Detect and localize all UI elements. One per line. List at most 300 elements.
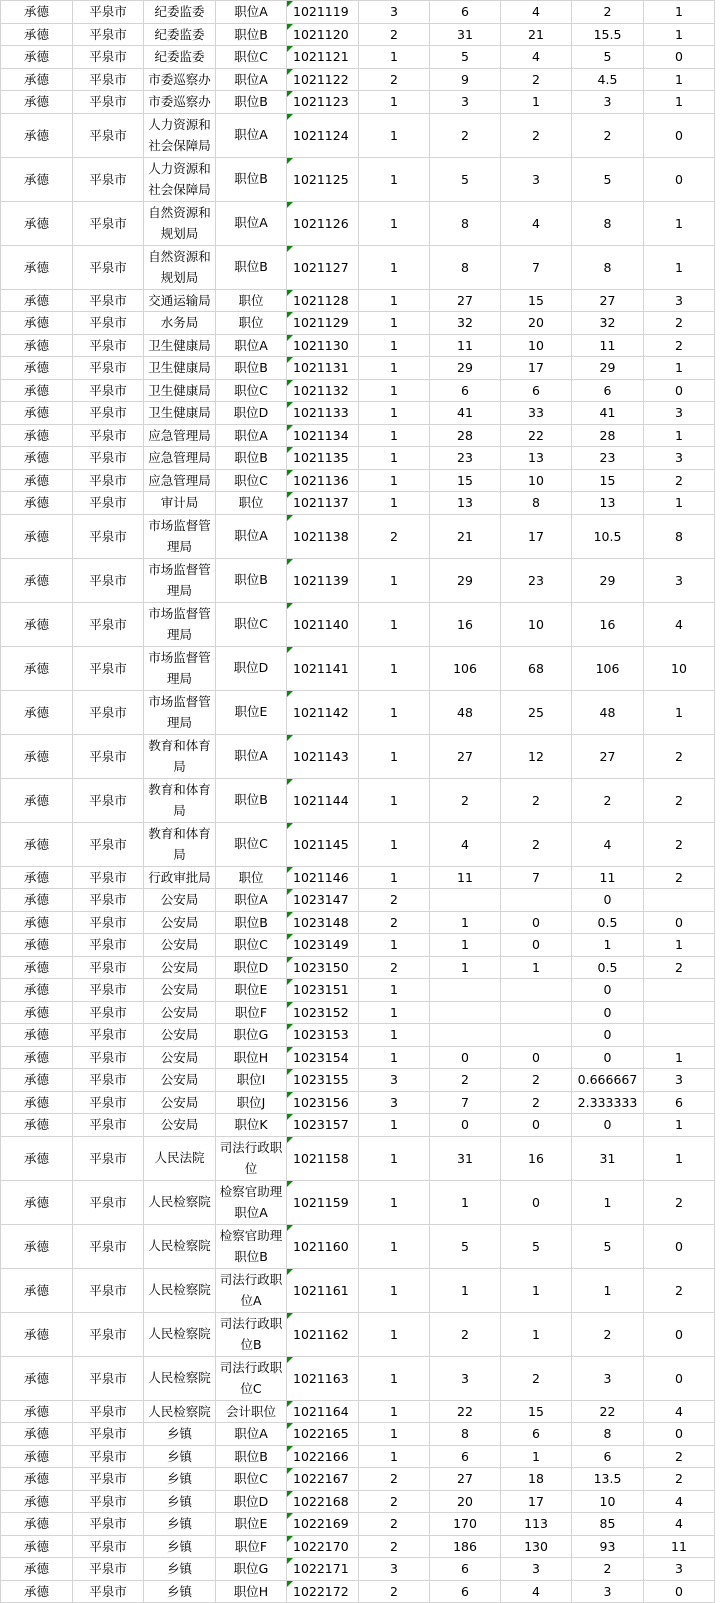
cell-approved[interactable]: 1 [501,1268,572,1312]
cell-department[interactable]: 市委巡察办 [144,68,216,91]
cell-applicants[interactable]: 29 [430,558,501,602]
cell-city[interactable]: 承德 [1,734,73,778]
cell-position-code[interactable]: 1021131 [287,357,359,380]
cell-position[interactable]: 职位A [216,1423,287,1446]
cell-extra[interactable]: 0 [644,1423,715,1446]
cell-quota[interactable]: 3 [359,1,430,24]
cell-county[interactable]: 平泉市 [73,91,144,114]
cell-position-code[interactable]: 1021135 [287,447,359,470]
cell-county[interactable]: 平泉市 [73,402,144,425]
cell-quota[interactable]: 1 [359,1024,430,1047]
cell-position[interactable]: 职位 [216,492,287,515]
cell-extra[interactable]: 1 [644,934,715,957]
cell-city[interactable]: 承德 [1,402,73,425]
cell-position[interactable]: 检察官助理职位B [216,1224,287,1268]
cell-city[interactable]: 承德 [1,1024,73,1047]
cell-county[interactable]: 平泉市 [73,113,144,157]
cell-department[interactable]: 自然资源和规划局 [144,245,216,289]
cell-ratio[interactable]: 1 [572,1180,644,1224]
cell-applicants[interactable] [430,1001,501,1024]
cell-county[interactable]: 平泉市 [73,245,144,289]
cell-position-code[interactable]: 1023150 [287,956,359,979]
cell-position-code[interactable]: 1021123 [287,91,359,114]
cell-extra[interactable]: 3 [644,447,715,470]
cell-position[interactable]: 职位D [216,402,287,425]
cell-approved[interactable]: 33 [501,402,572,425]
cell-position[interactable]: 职位B [216,447,287,470]
cell-department[interactable]: 公安局 [144,1114,216,1137]
cell-department[interactable]: 应急管理局 [144,424,216,447]
cell-applicants[interactable]: 0 [430,1114,501,1137]
cell-ratio[interactable]: 2 [572,1312,644,1356]
cell-ratio[interactable]: 3 [572,1356,644,1400]
cell-department[interactable]: 乡镇 [144,1423,216,1446]
cell-county[interactable]: 平泉市 [73,1024,144,1047]
cell-extra[interactable]: 1 [644,690,715,734]
cell-department[interactable]: 市场监督管理局 [144,602,216,646]
cell-quota[interactable]: 3 [359,1558,430,1581]
cell-city[interactable]: 承德 [1,469,73,492]
cell-quota[interactable]: 2 [359,911,430,934]
cell-position-code[interactable]: 1021145 [287,822,359,866]
cell-ratio[interactable]: 0 [572,1114,644,1137]
cell-applicants[interactable]: 2 [430,1312,501,1356]
cell-applicants[interactable]: 23 [430,447,501,470]
cell-county[interactable]: 平泉市 [73,1445,144,1468]
cell-applicants[interactable]: 2 [430,1069,501,1092]
cell-approved[interactable]: 2 [501,1069,572,1092]
cell-quota[interactable]: 3 [359,1091,430,1114]
cell-position-code[interactable]: 1023154 [287,1046,359,1069]
cell-quota[interactable]: 1 [359,1400,430,1423]
cell-applicants[interactable]: 8 [430,201,501,245]
cell-ratio[interactable]: 0 [572,1001,644,1024]
cell-ratio[interactable]: 10.5 [572,514,644,558]
cell-department[interactable]: 人民检察院 [144,1312,216,1356]
cell-applicants[interactable]: 28 [430,424,501,447]
cell-approved[interactable]: 1 [501,956,572,979]
cell-county[interactable]: 平泉市 [73,646,144,690]
cell-approved[interactable]: 1 [501,91,572,114]
cell-ratio[interactable]: 13.5 [572,1468,644,1491]
cell-position-code[interactable]: 1021134 [287,424,359,447]
cell-ratio[interactable]: 28 [572,424,644,447]
cell-approved[interactable]: 20 [501,312,572,335]
cell-quota[interactable]: 1 [359,734,430,778]
cell-ratio[interactable]: 6 [572,379,644,402]
cell-extra[interactable]: 0 [644,1356,715,1400]
cell-position-code[interactable]: 1022165 [287,1423,359,1446]
cell-position-code[interactable]: 1021132 [287,379,359,402]
cell-city[interactable]: 承德 [1,46,73,69]
cell-approved[interactable]: 2 [501,1356,572,1400]
cell-county[interactable]: 平泉市 [73,68,144,91]
cell-quota[interactable]: 1 [359,245,430,289]
cell-position[interactable]: 职位K [216,1114,287,1137]
cell-ratio[interactable]: 2 [572,1,644,24]
cell-ratio[interactable]: 31 [572,1136,644,1180]
cell-ratio[interactable]: 15 [572,469,644,492]
cell-county[interactable]: 平泉市 [73,1423,144,1446]
cell-county[interactable]: 平泉市 [73,911,144,934]
cell-applicants[interactable]: 16 [430,602,501,646]
cell-ratio[interactable]: 10 [572,1490,644,1513]
cell-extra[interactable] [644,1024,715,1047]
cell-extra[interactable]: 1 [644,1136,715,1180]
cell-position-code[interactable]: 1021125 [287,157,359,201]
cell-quota[interactable]: 1 [359,1268,430,1312]
cell-ratio[interactable]: 0.5 [572,911,644,934]
cell-position-code[interactable]: 1022171 [287,1558,359,1581]
cell-department[interactable]: 乡镇 [144,1490,216,1513]
cell-department[interactable]: 卫生健康局 [144,379,216,402]
cell-department[interactable]: 市场监督管理局 [144,514,216,558]
cell-city[interactable]: 承德 [1,447,73,470]
cell-position-code[interactable]: 1021121 [287,46,359,69]
cell-department[interactable]: 行政审批局 [144,866,216,889]
cell-extra[interactable]: 0 [644,379,715,402]
cell-ratio[interactable]: 1 [572,934,644,957]
cell-county[interactable]: 平泉市 [73,1046,144,1069]
cell-quota[interactable]: 1 [359,289,430,312]
cell-city[interactable]: 承德 [1,424,73,447]
cell-extra[interactable]: 0 [644,157,715,201]
cell-quota[interactable]: 1 [359,447,430,470]
cell-extra[interactable]: 2 [644,1445,715,1468]
cell-county[interactable]: 平泉市 [73,1580,144,1603]
cell-extra[interactable]: 0 [644,1312,715,1356]
cell-position[interactable]: 职位 [216,312,287,335]
cell-county[interactable]: 平泉市 [73,1136,144,1180]
cell-ratio[interactable]: 85 [572,1513,644,1536]
cell-position-code[interactable]: 1021158 [287,1136,359,1180]
cell-ratio[interactable]: 106 [572,646,644,690]
cell-extra[interactable]: 0 [644,911,715,934]
cell-position-code[interactable]: 1021159 [287,1180,359,1224]
cell-position-code[interactable]: 1021139 [287,558,359,602]
cell-position[interactable]: 职位E [216,979,287,1002]
cell-quota[interactable]: 1 [359,113,430,157]
cell-position-code[interactable]: 1021162 [287,1312,359,1356]
cell-position[interactable]: 职位H [216,1580,287,1603]
cell-county[interactable]: 平泉市 [73,514,144,558]
cell-quota[interactable]: 2 [359,68,430,91]
cell-city[interactable]: 承德 [1,334,73,357]
cell-position[interactable]: 职位A [216,1,287,24]
cell-county[interactable]: 平泉市 [73,734,144,778]
cell-position[interactable]: 职位B [216,1445,287,1468]
cell-department[interactable]: 人民检察院 [144,1400,216,1423]
cell-quota[interactable]: 2 [359,1468,430,1491]
cell-ratio[interactable]: 2 [572,113,644,157]
cell-department[interactable]: 人力资源和社会保障局 [144,113,216,157]
cell-position-code[interactable]: 1021161 [287,1268,359,1312]
cell-position[interactable]: 职位B [216,157,287,201]
cell-department[interactable]: 乡镇 [144,1513,216,1536]
cell-position-code[interactable]: 1023156 [287,1091,359,1114]
cell-department[interactable]: 公安局 [144,911,216,934]
cell-applicants[interactable]: 2 [430,113,501,157]
cell-county[interactable]: 平泉市 [73,289,144,312]
cell-position[interactable]: 职位A [216,889,287,912]
cell-position-code[interactable]: 1021142 [287,690,359,734]
cell-county[interactable]: 平泉市 [73,1268,144,1312]
cell-city[interactable]: 承德 [1,1356,73,1400]
cell-extra[interactable]: 2 [644,312,715,335]
cell-extra[interactable]: 1 [644,1114,715,1137]
cell-position-code[interactable]: 1022172 [287,1580,359,1603]
cell-department[interactable]: 水务局 [144,312,216,335]
cell-extra[interactable] [644,979,715,1002]
cell-applicants[interactable]: 170 [430,1513,501,1536]
cell-applicants[interactable]: 27 [430,734,501,778]
cell-extra[interactable]: 2 [644,1268,715,1312]
cell-ratio[interactable]: 2.333333 [572,1091,644,1114]
cell-position-code[interactable]: 1021163 [287,1356,359,1400]
cell-position[interactable]: 职位H [216,1046,287,1069]
cell-quota[interactable]: 2 [359,1490,430,1513]
cell-ratio[interactable]: 0.666667 [572,1069,644,1092]
cell-county[interactable]: 平泉市 [73,201,144,245]
cell-city[interactable]: 承德 [1,889,73,912]
cell-position-code[interactable]: 1021129 [287,312,359,335]
cell-applicants[interactable]: 8 [430,245,501,289]
cell-department[interactable]: 公安局 [144,1024,216,1047]
cell-quota[interactable]: 1 [359,379,430,402]
cell-position-code[interactable]: 1021120 [287,23,359,46]
cell-approved[interactable]: 15 [501,289,572,312]
cell-approved[interactable]: 10 [501,602,572,646]
cell-applicants[interactable] [430,889,501,912]
cell-quota[interactable]: 1 [359,558,430,602]
cell-extra[interactable]: 3 [644,1069,715,1092]
cell-approved[interactable]: 22 [501,424,572,447]
cell-applicants[interactable]: 106 [430,646,501,690]
cell-position-code[interactable]: 1023147 [287,889,359,912]
cell-department[interactable]: 教育和体育局 [144,778,216,822]
cell-county[interactable]: 平泉市 [73,602,144,646]
cell-department[interactable]: 纪委监委 [144,46,216,69]
cell-city[interactable]: 承德 [1,1,73,24]
cell-department[interactable]: 卫生健康局 [144,402,216,425]
cell-quota[interactable]: 2 [359,956,430,979]
cell-department[interactable]: 公安局 [144,934,216,957]
cell-position[interactable]: 职位B [216,911,287,934]
cell-department[interactable]: 公安局 [144,889,216,912]
cell-department[interactable]: 交通运输局 [144,289,216,312]
cell-extra[interactable]: 8 [644,514,715,558]
cell-ratio[interactable]: 32 [572,312,644,335]
cell-approved[interactable]: 10 [501,469,572,492]
cell-position-code[interactable]: 1021143 [287,734,359,778]
cell-ratio[interactable]: 41 [572,402,644,425]
cell-ratio[interactable]: 15.5 [572,23,644,46]
cell-extra[interactable]: 11 [644,1535,715,1558]
cell-extra[interactable]: 2 [644,778,715,822]
cell-quota[interactable]: 1 [359,1312,430,1356]
cell-quota[interactable]: 1 [359,1356,430,1400]
cell-department[interactable]: 公安局 [144,1091,216,1114]
cell-city[interactable]: 承德 [1,68,73,91]
cell-applicants[interactable]: 13 [430,492,501,515]
cell-city[interactable]: 承德 [1,514,73,558]
cell-approved[interactable]: 17 [501,1490,572,1513]
cell-approved[interactable]: 2 [501,113,572,157]
cell-approved[interactable]: 6 [501,1423,572,1446]
cell-city[interactable]: 承德 [1,558,73,602]
cell-department[interactable]: 纪委监委 [144,23,216,46]
cell-county[interactable]: 平泉市 [73,956,144,979]
cell-ratio[interactable]: 2 [572,1558,644,1581]
cell-position-code[interactable]: 1021146 [287,866,359,889]
cell-applicants[interactable]: 11 [430,334,501,357]
cell-city[interactable]: 承德 [1,1558,73,1581]
cell-approved[interactable]: 7 [501,245,572,289]
cell-ratio[interactable]: 0 [572,1046,644,1069]
cell-quota[interactable]: 1 [359,1046,430,1069]
cell-position[interactable]: 职位D [216,1490,287,1513]
cell-department[interactable]: 纪委监委 [144,1,216,24]
cell-quota[interactable]: 1 [359,334,430,357]
cell-extra[interactable]: 0 [644,1580,715,1603]
cell-department[interactable]: 乡镇 [144,1535,216,1558]
cell-extra[interactable]: 1 [644,357,715,380]
cell-position[interactable]: 职位A [216,68,287,91]
cell-position[interactable]: 职位C [216,822,287,866]
cell-approved[interactable] [501,889,572,912]
cell-extra[interactable]: 2 [644,734,715,778]
cell-ratio[interactable]: 29 [572,357,644,380]
cell-approved[interactable]: 0 [501,911,572,934]
cell-department[interactable]: 乡镇 [144,1558,216,1581]
cell-approved[interactable]: 0 [501,934,572,957]
cell-position-code[interactable]: 1021124 [287,113,359,157]
cell-position[interactable]: 职位 [216,289,287,312]
cell-city[interactable]: 承德 [1,1400,73,1423]
cell-position-code[interactable]: 1022170 [287,1535,359,1558]
cell-applicants[interactable]: 0 [430,1046,501,1069]
cell-ratio[interactable]: 5 [572,1224,644,1268]
cell-city[interactable]: 承德 [1,866,73,889]
cell-extra[interactable]: 4 [644,1513,715,1536]
cell-extra[interactable]: 3 [644,402,715,425]
cell-quota[interactable]: 2 [359,1535,430,1558]
cell-approved[interactable]: 8 [501,492,572,515]
cell-extra[interactable]: 1 [644,201,715,245]
cell-ratio[interactable]: 2 [572,778,644,822]
cell-position[interactable]: 职位E [216,1513,287,1536]
cell-position[interactable]: 职位A [216,514,287,558]
cell-position-code[interactable]: 1021128 [287,289,359,312]
cell-quota[interactable]: 2 [359,889,430,912]
cell-extra[interactable] [644,889,715,912]
cell-approved[interactable]: 3 [501,1558,572,1581]
cell-extra[interactable]: 10 [644,646,715,690]
cell-position[interactable]: 职位F [216,1001,287,1024]
cell-approved[interactable]: 4 [501,46,572,69]
cell-position-code[interactable]: 1021141 [287,646,359,690]
cell-applicants[interactable]: 41 [430,402,501,425]
cell-county[interactable]: 平泉市 [73,46,144,69]
cell-position[interactable]: 职位G [216,1024,287,1047]
cell-position-code[interactable]: 1021140 [287,602,359,646]
cell-position-code[interactable]: 1021126 [287,201,359,245]
cell-department[interactable]: 公安局 [144,1069,216,1092]
cell-approved[interactable]: 17 [501,357,572,380]
cell-position[interactable]: 职位I [216,1069,287,1092]
cell-city[interactable]: 承德 [1,289,73,312]
cell-ratio[interactable]: 8 [572,201,644,245]
cell-approved[interactable] [501,1024,572,1047]
cell-quota[interactable]: 2 [359,1513,430,1536]
cell-position[interactable]: 职位B [216,357,287,380]
cell-department[interactable]: 应急管理局 [144,447,216,470]
cell-position-code[interactable]: 1023148 [287,911,359,934]
cell-position-code[interactable]: 1023157 [287,1114,359,1137]
cell-approved[interactable]: 2 [501,822,572,866]
cell-quota[interactable]: 1 [359,866,430,889]
cell-quota[interactable]: 1 [359,646,430,690]
cell-ratio[interactable]: 5 [572,157,644,201]
cell-city[interactable]: 承德 [1,1001,73,1024]
cell-department[interactable]: 教育和体育局 [144,734,216,778]
cell-applicants[interactable]: 7 [430,1091,501,1114]
cell-ratio[interactable]: 29 [572,558,644,602]
cell-applicants[interactable]: 1 [430,911,501,934]
cell-position[interactable]: 职位C [216,46,287,69]
cell-position-code[interactable]: 1021137 [287,492,359,515]
cell-county[interactable]: 平泉市 [73,979,144,1002]
cell-department[interactable]: 自然资源和规划局 [144,201,216,245]
cell-city[interactable]: 承德 [1,1136,73,1180]
cell-position[interactable]: 职位A [216,201,287,245]
cell-extra[interactable]: 2 [644,822,715,866]
cell-applicants[interactable]: 1 [430,1268,501,1312]
cell-applicants[interactable]: 15 [430,469,501,492]
cell-ratio[interactable]: 48 [572,690,644,734]
cell-approved[interactable]: 2 [501,1091,572,1114]
cell-quota[interactable]: 1 [359,492,430,515]
cell-quota[interactable]: 1 [359,979,430,1002]
cell-county[interactable]: 平泉市 [73,1224,144,1268]
cell-position-code[interactable]: 1021119 [287,1,359,24]
cell-applicants[interactable]: 8 [430,1423,501,1446]
cell-applicants[interactable]: 31 [430,1136,501,1180]
cell-department[interactable]: 卫生健康局 [144,357,216,380]
cell-quota[interactable]: 1 [359,1001,430,1024]
cell-department[interactable]: 人民检察院 [144,1224,216,1268]
cell-county[interactable]: 平泉市 [73,934,144,957]
cell-department[interactable]: 乡镇 [144,1468,216,1491]
cell-city[interactable]: 承德 [1,1091,73,1114]
cell-city[interactable]: 承德 [1,245,73,289]
cell-position-code[interactable]: 1023152 [287,1001,359,1024]
cell-approved[interactable]: 25 [501,690,572,734]
cell-city[interactable]: 承德 [1,911,73,934]
cell-position[interactable]: 职位G [216,1558,287,1581]
cell-ratio[interactable]: 0 [572,889,644,912]
cell-position[interactable]: 职位B [216,23,287,46]
cell-quota[interactable]: 1 [359,1445,430,1468]
cell-county[interactable]: 平泉市 [73,1091,144,1114]
cell-position[interactable]: 职位B [216,245,287,289]
cell-approved[interactable]: 17 [501,514,572,558]
cell-department[interactable]: 乡镇 [144,1445,216,1468]
cell-position-code[interactable]: 1021122 [287,68,359,91]
cell-city[interactable]: 承德 [1,113,73,157]
cell-department[interactable]: 教育和体育局 [144,822,216,866]
cell-applicants[interactable] [430,979,501,1002]
